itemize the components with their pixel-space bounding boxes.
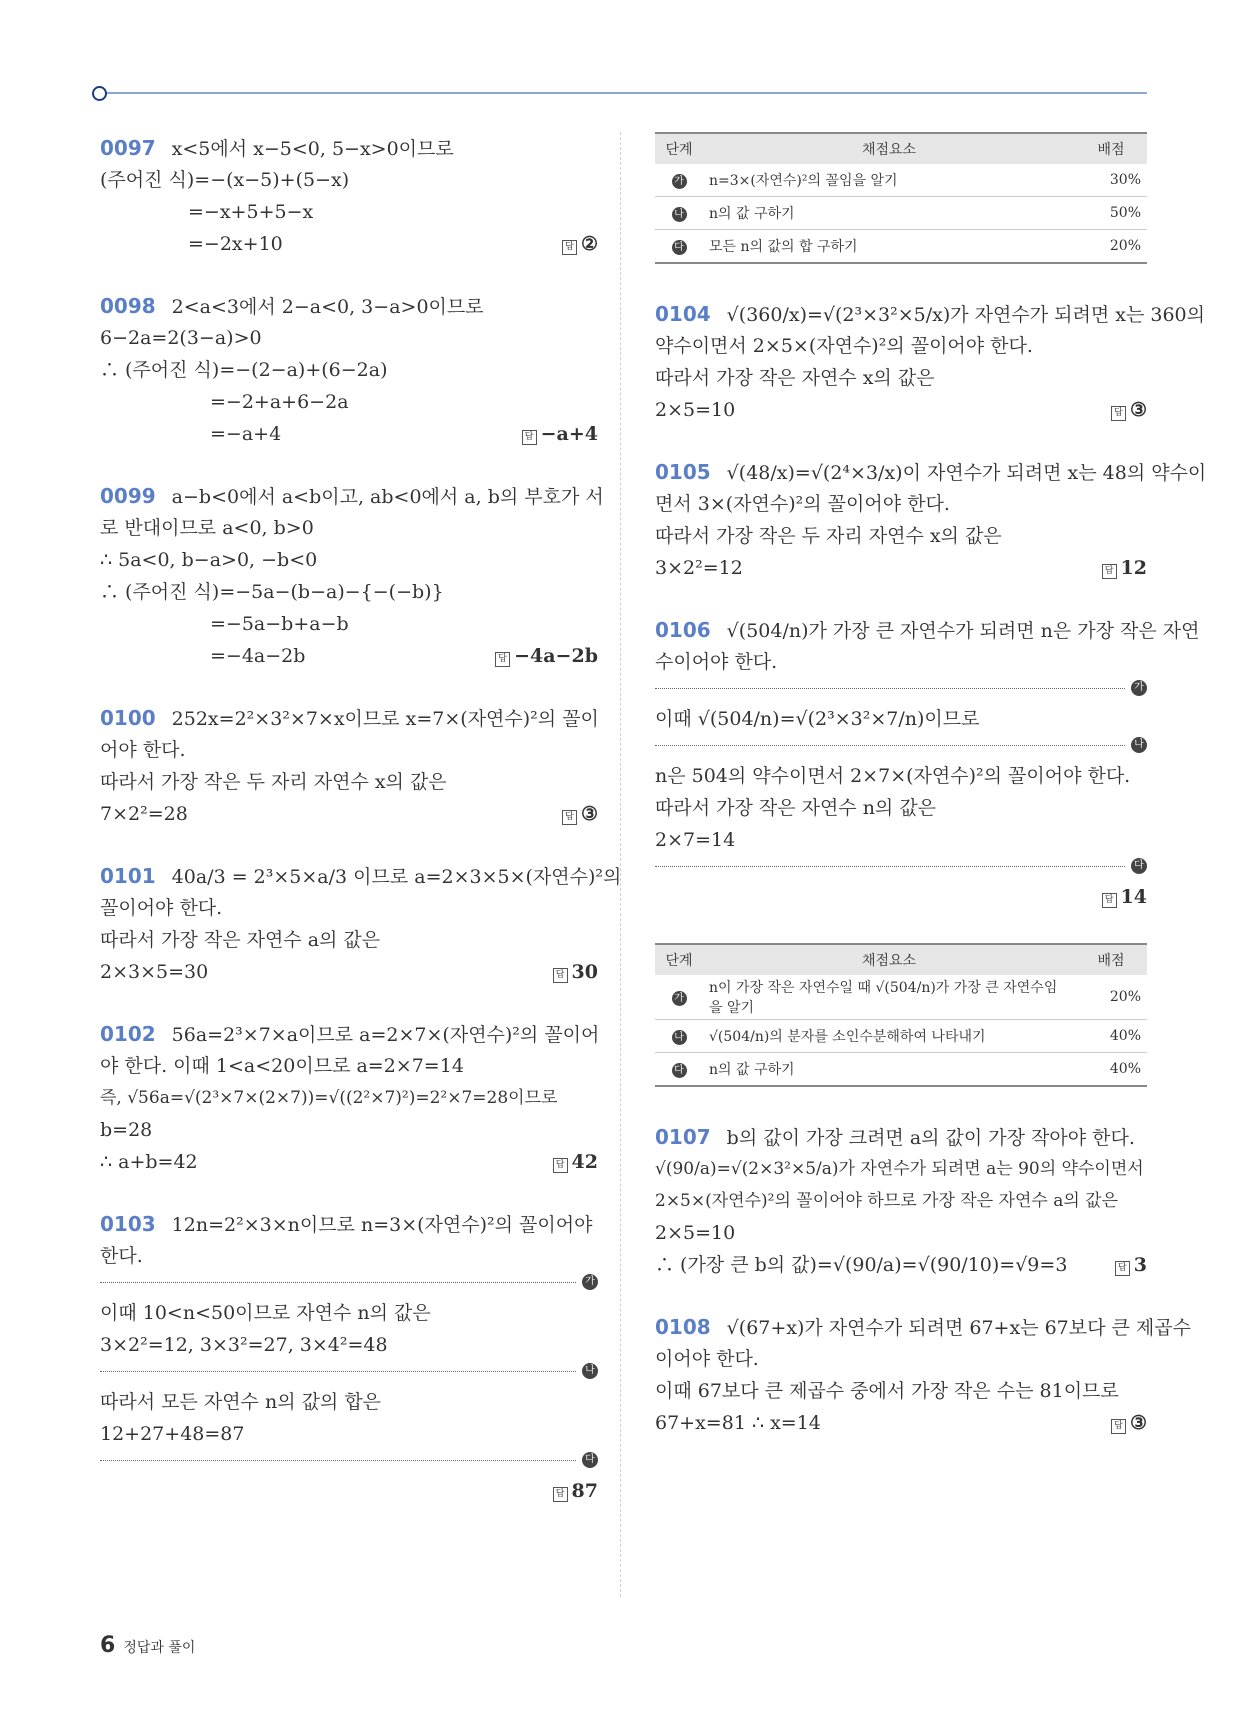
table-header: 채점요소 [703, 133, 1075, 164]
solution-line: ∴ (주어진 식)=−5a−(b−a)−{−(−b)} [100, 581, 444, 603]
footer-label: 정답과 풀이 [123, 1640, 196, 1656]
answer-value: 12 [1120, 557, 1147, 579]
problem-number: 0097 [100, 136, 156, 160]
solution-line: 따라서 모든 자연수 n의 값의 합은 [100, 1391, 382, 1413]
solution-line: =−2x+10 [188, 233, 283, 255]
page-footer [100, 1633, 195, 1658]
solution-line: 수이어야 한다. [655, 651, 778, 673]
answer-icon: 답 [495, 652, 510, 667]
solution-line: 따라서 가장 작은 자연수 a의 값은 [100, 929, 381, 951]
solution-line: 3×2²=12, 3×3²=27, 3×4²=48 [100, 1334, 388, 1356]
page-number: 6 [100, 1633, 116, 1658]
solution-line: 12n=2²×3×n이므로 n=3×(자연수)²의 꼴이어야 [171, 1214, 593, 1236]
answer [562, 798, 598, 830]
answer [495, 640, 598, 672]
solution-line: 한다. [100, 1245, 143, 1267]
answer-icon: 답 [522, 430, 537, 445]
left-column [100, 132, 622, 1537]
solution-line: √(360/x)=√(2³×3²×5/x)가 자연수가 되려면 x는 360의 [726, 304, 1205, 326]
solution-line: 2×5×(자연수)²의 꼴이어야 하므로 가장 작은 자연수 a의 값은 [655, 1191, 1119, 1211]
answer-icon: 답 [562, 810, 577, 825]
answer [1102, 881, 1147, 913]
problem-number: 0103 [100, 1212, 156, 1236]
answer-icon: 답 [1111, 1419, 1126, 1434]
problem-0101 [100, 860, 622, 988]
table-row [655, 1020, 1147, 1053]
solution-line: =−a+4 [210, 423, 282, 445]
problem-0103 [100, 1208, 598, 1507]
step-mark-icon: 나 [1131, 737, 1147, 753]
solution-line: 이때 67보다 큰 제곱수 중에서 가장 작은 수는 81이므로 [655, 1380, 1119, 1402]
problem-0107 [655, 1121, 1147, 1281]
solution-line: x<5에서 x−5<0, 5−x>0이므로 [171, 138, 454, 160]
step-mark-icon: 나 [582, 1363, 598, 1379]
step-divider [100, 1454, 595, 1465]
step-mark-icon: 나 [672, 1030, 687, 1045]
table-cell: n의 값 구하기 [703, 197, 1075, 230]
answer [1115, 1249, 1147, 1281]
table-header: 채점요소 [703, 944, 1075, 975]
step-mark-icon: 다 [1131, 858, 1147, 874]
solution-line: b=28 [100, 1119, 153, 1141]
answer-icon: 답 [1102, 893, 1117, 908]
table-header: 단계 [655, 944, 703, 975]
table-cell: √(504/n)의 분자를 소인수분해하여 나타내기 [703, 1020, 1075, 1053]
solution-line: 12+27+48=87 [100, 1423, 245, 1445]
step-divider [100, 1276, 595, 1287]
solution-line: 따라서 가장 작은 두 자리 자연수 x의 값은 [100, 771, 447, 793]
solution-line: 56a=2³×7×a이므로 a=2×7×(자연수)²의 꼴이어 [171, 1024, 600, 1046]
problem-number: 0104 [655, 302, 711, 326]
solution-line: ∴ (주어진 식)=−(2−a)+(6−2a) [100, 359, 388, 381]
problem-number: 0105 [655, 460, 711, 484]
step-mark-icon: 가 [672, 991, 687, 1006]
problem-0108 [655, 1311, 1191, 1439]
solution-line: 이때 10<n<50이므로 자연수 n의 값은 [100, 1302, 431, 1324]
solution-line: 6−2a=2(3−a)>0 [100, 327, 262, 349]
answer-value: 3 [1133, 1254, 1147, 1276]
answer-value: 42 [571, 1151, 598, 1173]
step-mark-icon: 다 [672, 240, 687, 255]
answer-value: ③ [580, 803, 598, 825]
answer-value: 14 [1120, 886, 1147, 908]
problem-number: 0102 [100, 1022, 156, 1046]
answer-value: 30 [571, 961, 598, 983]
solution-line: 3×2²=12 [655, 557, 743, 579]
step-mark-icon: 가 [1131, 680, 1147, 696]
table-row [655, 975, 1147, 1020]
step-mark-icon: 다 [672, 1063, 687, 1078]
table-row [655, 230, 1147, 264]
solution-line: √(504/n)가 가장 큰 자연수가 되려면 n은 가장 작은 자연 [726, 620, 1200, 642]
scoring-table-0103 [655, 132, 1147, 264]
solution-line: n은 504의 약수이면서 2×7×(자연수)²의 꼴이어야 한다. [655, 765, 1131, 787]
step-divider [655, 860, 1144, 871]
table-header: 배점 [1075, 133, 1147, 164]
solution-line: b의 값이 가장 크려면 a의 값이 가장 작아야 한다. [726, 1127, 1135, 1149]
answer-icon: 답 [1111, 406, 1126, 421]
problem-0102 [100, 1018, 598, 1178]
step-divider [655, 682, 1144, 693]
solution-line: 2×3×5=30 [100, 961, 209, 983]
solution-line: 2<a<3에서 2−a<0, 3−a>0이므로 [171, 296, 484, 318]
table-row [655, 164, 1147, 197]
answer [1111, 394, 1147, 426]
answer-value: 87 [571, 1480, 598, 1502]
solution-line: 약수이면서 2×5×(자연수)²의 꼴이어야 한다. [655, 335, 1033, 357]
solution-line: 이어야 한다. [655, 1348, 759, 1370]
problem-number: 0106 [655, 618, 711, 642]
solution-line: 야 한다. 이때 1<a<20이므로 a=2×7=14 [100, 1055, 464, 1077]
problem-0099 [100, 480, 604, 672]
answer [553, 956, 598, 988]
solution-line: (주어진 식)=−(x−5)+(5−x) [100, 169, 350, 191]
solution-line: 7×2²=28 [100, 803, 188, 825]
answer-value: ② [580, 233, 598, 255]
problem-0104 [655, 298, 1205, 426]
step-mark-icon: 가 [582, 1274, 598, 1290]
answer-icon: 답 [562, 240, 577, 255]
solution-line: 따라서 가장 작은 자연수 x의 값은 [655, 367, 935, 389]
answer [553, 1146, 598, 1178]
table-cell: 40% [1075, 1053, 1147, 1087]
step-divider [100, 1365, 595, 1376]
table-cell: 30% [1075, 164, 1147, 197]
answer [1102, 552, 1147, 584]
right-column [655, 132, 1207, 1469]
answer [553, 1475, 598, 1507]
solution-line: 2×5=10 [655, 399, 736, 421]
table-cell: 모든 n의 값의 합 구하기 [703, 230, 1075, 264]
solution-line: √(67+x)가 자연수가 되려면 67+x는 67보다 큰 제곱수 [726, 1317, 1191, 1339]
table-cell: n=3×(자연수)²의 꼴임을 알기 [703, 164, 1075, 197]
solution-line: ∴ (가장 큰 b의 값)=√(90/a)=√(90/10)=√9=3 [655, 1254, 1068, 1276]
step-mark-icon: 가 [672, 174, 687, 189]
table-row [655, 1053, 1147, 1087]
problem-number: 0107 [655, 1125, 711, 1149]
solution-line: 즉, √56a=√(2³×7×(2×7))=√((2²×7)²)=2²×7=28이므로 [100, 1088, 558, 1108]
solution-line: 2×5=10 [655, 1222, 736, 1244]
problem-0097 [100, 132, 598, 260]
solution-line: =−2+a+6−2a [210, 391, 349, 413]
answer [522, 418, 598, 450]
problem-0105 [655, 456, 1207, 584]
step-divider [655, 739, 1144, 750]
table-cell: n의 값 구하기 [703, 1053, 1075, 1087]
answer-icon: 답 [1115, 1261, 1130, 1276]
problem-0098 [100, 290, 598, 450]
solution-line: 252x=2²×3²×7×x이므로 x=7×(자연수)²의 꼴이 [171, 708, 599, 730]
solution-line: 67+x=81 ∴ x=14 [655, 1412, 821, 1434]
table-row [655, 197, 1147, 230]
solution-line: 면서 3×(자연수)²의 꼴이어야 한다. [655, 493, 950, 515]
solution-line: 따라서 가장 작은 두 자리 자연수 x의 값은 [655, 525, 1002, 547]
problem-0106 [655, 614, 1200, 913]
solution-line: =−x+5+5−x [188, 201, 314, 223]
answer-icon: 답 [553, 968, 568, 983]
problem-number: 0099 [100, 484, 156, 508]
step-mark-icon: 다 [582, 1452, 598, 1468]
answer-icon: 답 [553, 1487, 568, 1502]
table-cell: 20% [1075, 230, 1147, 264]
solution-line: ∴ 5a<0, b−a>0, −b<0 [100, 549, 318, 571]
problem-number: 0108 [655, 1315, 711, 1339]
solution-line: a−b<0에서 a<b이고, ab<0에서 a, b의 부호가 서 [171, 486, 604, 508]
table-cell: 20% [1075, 975, 1147, 1020]
table-cell: 50% [1075, 197, 1147, 230]
solution-line: 로 반대이므로 a<0, b>0 [100, 517, 314, 539]
header-rule [100, 92, 1147, 94]
solution-line: 2×7=14 [655, 829, 736, 851]
step-mark-icon: 나 [672, 207, 687, 222]
header-dot [92, 86, 107, 101]
problem-number: 0100 [100, 706, 156, 730]
problem-number: 0101 [100, 864, 156, 888]
solution-line: ∴ a+b=42 [100, 1151, 198, 1173]
answer-value: −4a−2b [514, 645, 598, 667]
answer-value: ③ [1129, 1412, 1147, 1434]
solution-line: =−4a−2b [210, 645, 306, 667]
table-header: 배점 [1075, 944, 1147, 975]
answer-icon: 답 [1102, 564, 1117, 579]
solution-line: √(90/a)=√(2×3²×5/a)가 자연수가 되려면 a는 90의 약수이면서 [655, 1159, 1144, 1179]
scoring-table-0106 [655, 943, 1147, 1087]
solution-line: √(48/x)=√(2⁴×3/x)이 자연수가 되려면 x는 48의 약수이 [726, 462, 1207, 484]
table-cell: 40% [1075, 1020, 1147, 1053]
solution-line: 40a/3 = 2³×5×a/3 이므로 a=2×3×5×(자연수)²의 [171, 866, 622, 888]
column-divider [620, 132, 621, 1597]
solution-line: 이때 √(504/n)=√(2³×3²×7/n)이므로 [655, 708, 980, 730]
problem-0100 [100, 702, 598, 830]
answer [562, 228, 598, 260]
solution-line: =−5a−b+a−b [210, 613, 349, 635]
solution-line: 어야 한다. [100, 739, 186, 761]
solution-line: 꼴이어야 한다. [100, 897, 223, 919]
table-header: 단계 [655, 133, 703, 164]
answer-icon: 답 [553, 1158, 568, 1173]
answer-value: −a+4 [540, 423, 598, 445]
answer-value: ③ [1129, 399, 1147, 421]
problem-number: 0098 [100, 294, 156, 318]
answer [1111, 1407, 1147, 1439]
table-cell: n이 가장 작은 자연수일 때 √(504/n)가 가장 큰 자연수임을 알기 [703, 975, 1075, 1020]
solution-line: 따라서 가장 작은 자연수 n의 값은 [655, 797, 937, 819]
